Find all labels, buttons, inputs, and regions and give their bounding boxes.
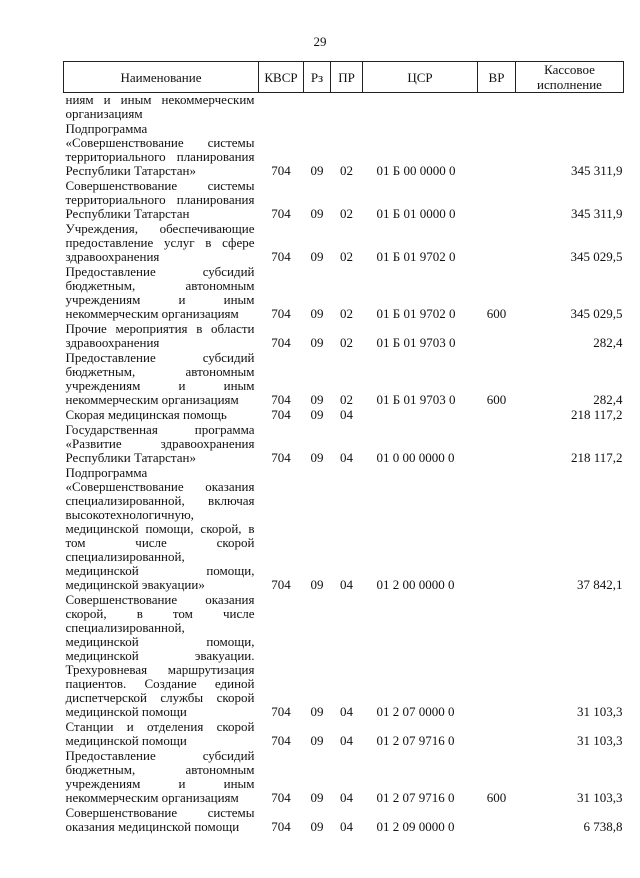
row-sum-cell: 218 117,2 bbox=[570, 450, 623, 465]
row-rz-cell bbox=[304, 93, 331, 123]
budget-table bbox=[63, 61, 624, 835]
table-row bbox=[64, 593, 624, 720]
row-name-cell: Государственная программа «Развитие здравоохранения Республики Татарстан» bbox=[65, 422, 255, 465]
table-row bbox=[64, 179, 624, 222]
row-rz-cell: 09 bbox=[310, 790, 324, 805]
row-name-cell: Скорая медицинская помощь bbox=[65, 407, 227, 422]
row-sum-cell: 345 311,9 bbox=[570, 206, 623, 221]
row-rz-cell: 09 bbox=[310, 819, 324, 834]
row-kvsr-cell: 704 bbox=[271, 335, 291, 350]
row-vr-cell bbox=[478, 222, 516, 265]
row-sum-cell: 218 117,2 bbox=[570, 407, 623, 422]
row-kvsr-cell: 704 bbox=[271, 392, 291, 407]
row-sum-cell: 31 103,3 bbox=[577, 704, 623, 719]
row-sum-cell: 31 103,3 bbox=[577, 733, 623, 748]
row-rz-cell: 09 bbox=[310, 450, 324, 465]
row-pr-cell: 04 bbox=[340, 704, 353, 719]
row-pr-cell: 02 bbox=[340, 306, 353, 321]
row-pr-cell: 02 bbox=[340, 392, 353, 407]
row-csr-cell: 01 Б 00 0000 0 bbox=[376, 163, 456, 178]
row-csr-cell bbox=[363, 408, 478, 423]
row-kvsr-cell: 704 bbox=[271, 733, 291, 748]
row-name-cell: ниям и иным некоммерческим организациям bbox=[65, 92, 255, 121]
row-sum-cell: 31 103,3 bbox=[577, 790, 623, 805]
row-vr-cell bbox=[478, 806, 516, 835]
table-row bbox=[64, 93, 624, 123]
table-header bbox=[64, 62, 624, 93]
row-name-cell: Станции и отделения скорой медицинской помощи bbox=[65, 719, 255, 748]
table-row bbox=[64, 265, 624, 322]
column-header-rz: Рз bbox=[304, 62, 331, 93]
row-rz-cell: 09 bbox=[310, 704, 324, 719]
row-sum-cell bbox=[516, 93, 624, 123]
row-csr-cell: 01 Б 01 9703 0 bbox=[376, 335, 456, 350]
row-rz-cell: 09 bbox=[310, 163, 324, 178]
row-vr-cell bbox=[478, 593, 516, 720]
row-name-cell: Совершенствование системы территориального планирования Республики Татарстан bbox=[65, 178, 255, 221]
row-csr-cell: 01 2 07 9716 0 bbox=[376, 733, 455, 748]
table-row bbox=[64, 322, 624, 351]
row-name-cell: Учреждения, обеспечивающие предоставление услуг в сфере здравоохранения bbox=[65, 221, 255, 264]
row-pr-cell: 04 bbox=[340, 819, 353, 834]
row-name-cell: Подпрограмма «Совершенствование системы территориального планирования Республики Татарстан» bbox=[65, 121, 255, 178]
row-vr-cell bbox=[478, 179, 516, 222]
row-csr-cell: 01 Б 01 9702 0 bbox=[376, 249, 456, 264]
column-header-csr: ЦСР bbox=[363, 62, 478, 93]
column-header-pr: ПР bbox=[331, 62, 363, 93]
row-name-cell: Подпрограмма «Совершенствование оказания специализированной, включая высокотехнологичную, медицинской помощи, скорой, в том числе скорой специализированной, медицинской помощи, медицинской эвакуации» bbox=[65, 465, 255, 592]
row-name-cell: Предоставление субсидий бюджетным, автономным учреждениям и иным некоммерческим организациям bbox=[65, 350, 255, 407]
row-sum-cell: 345 029,5 bbox=[570, 249, 623, 264]
row-kvsr-cell: 704 bbox=[271, 407, 291, 422]
row-kvsr-cell: 704 bbox=[271, 577, 291, 592]
row-kvsr-cell: 704 bbox=[271, 306, 291, 321]
row-pr-cell: 02 bbox=[340, 335, 353, 350]
row-vr-cell: 600 bbox=[486, 392, 507, 407]
row-pr-cell: 04 bbox=[340, 790, 353, 805]
row-rz-cell: 09 bbox=[310, 733, 324, 748]
table-row bbox=[64, 720, 624, 749]
row-kvsr-cell: 704 bbox=[271, 249, 291, 264]
row-sum-cell: 6 738,8 bbox=[583, 819, 623, 834]
row-kvsr-cell: 704 bbox=[271, 450, 291, 465]
row-kvsr-cell: 704 bbox=[271, 819, 291, 834]
row-name-cell: Предоставление субсидий бюджетным, автономным учреждениям и иным некоммерческим организациям bbox=[65, 264, 255, 321]
row-csr-cell: 01 Б 01 9703 0 bbox=[376, 392, 456, 407]
row-pr-cell: 04 bbox=[340, 450, 353, 465]
column-header-sum: Кассовое исполнение bbox=[516, 62, 624, 93]
row-pr-cell: 02 bbox=[340, 249, 353, 264]
row-rz-cell: 09 bbox=[310, 577, 324, 592]
row-csr-cell: 01 2 07 9716 0 bbox=[376, 790, 455, 805]
row-rz-cell: 09 bbox=[310, 335, 324, 350]
row-csr-cell: 01 0 00 0000 0 bbox=[376, 450, 455, 465]
column-header-kvsr: КВСР bbox=[259, 62, 304, 93]
row-vr-cell bbox=[478, 720, 516, 749]
row-rz-cell: 09 bbox=[310, 206, 324, 221]
table-row bbox=[64, 466, 624, 593]
row-name-cell: Совершенствование оказания скорой, в том числе специализированной, медицинской помощи, медицинской эвакуации. Трехуровневая маршрутизация пациентов. Создание единой диспетчерской службы скорой медицинской помощи bbox=[65, 592, 255, 719]
row-csr-cell: 01 2 07 0000 0 bbox=[376, 704, 455, 719]
row-pr-cell bbox=[331, 93, 363, 123]
row-name-cell: Прочие мероприятия в области здравоохранения bbox=[65, 321, 255, 350]
table-row bbox=[64, 122, 624, 179]
table-row bbox=[64, 423, 624, 466]
row-kvsr-cell bbox=[259, 93, 304, 123]
row-vr-cell bbox=[478, 93, 516, 123]
row-kvsr-cell: 704 bbox=[271, 790, 291, 805]
row-pr-cell: 02 bbox=[340, 206, 353, 221]
row-rz-cell: 09 bbox=[310, 306, 324, 321]
row-csr-cell: 01 2 09 0000 0 bbox=[376, 819, 455, 834]
row-vr-cell: 600 bbox=[486, 790, 507, 805]
table-row bbox=[64, 806, 624, 835]
row-sum-cell: 345 029,5 bbox=[570, 306, 623, 321]
row-vr-cell bbox=[478, 408, 516, 423]
row-name-cell: Совершенствование системы оказания медицинской помощи bbox=[65, 805, 255, 834]
row-csr-cell: 01 2 00 0000 0 bbox=[376, 577, 455, 592]
row-rz-cell: 09 bbox=[310, 407, 324, 422]
row-kvsr-cell: 704 bbox=[271, 704, 291, 719]
row-rz-cell: 09 bbox=[310, 249, 324, 264]
table-body bbox=[64, 93, 624, 836]
row-sum-cell: 345 311,9 bbox=[570, 163, 623, 178]
row-vr-cell bbox=[478, 322, 516, 351]
row-vr-cell: 600 bbox=[486, 306, 507, 321]
column-header-name: Наименование bbox=[64, 62, 259, 93]
row-csr-cell bbox=[363, 93, 478, 123]
row-sum-cell: 282,4 bbox=[593, 392, 623, 407]
row-sum-cell: 282,4 bbox=[593, 335, 623, 350]
column-header-vr: ВР bbox=[478, 62, 516, 93]
page-number: 29 bbox=[313, 34, 327, 49]
row-vr-cell bbox=[478, 423, 516, 466]
row-vr-cell bbox=[478, 122, 516, 179]
row-pr-cell: 02 bbox=[340, 163, 353, 178]
table-row bbox=[64, 749, 624, 806]
table-row bbox=[64, 222, 624, 265]
row-csr-cell: 01 Б 01 9702 0 bbox=[376, 306, 456, 321]
row-pr-cell: 04 bbox=[340, 577, 353, 592]
row-sum-cell: 37 842,1 bbox=[577, 577, 623, 592]
row-name-cell: Предоставление субсидий бюджетным, автономным учреждениям и иным некоммерческим организациям bbox=[65, 748, 255, 805]
row-rz-cell: 09 bbox=[310, 392, 324, 407]
table-row bbox=[64, 351, 624, 408]
row-kvsr-cell: 704 bbox=[271, 206, 291, 221]
row-vr-cell bbox=[478, 466, 516, 593]
row-pr-cell: 04 bbox=[340, 733, 353, 748]
table-row bbox=[64, 408, 624, 423]
row-csr-cell: 01 Б 01 0000 0 bbox=[376, 206, 456, 221]
row-pr-cell: 04 bbox=[340, 407, 353, 422]
row-kvsr-cell: 704 bbox=[271, 163, 291, 178]
